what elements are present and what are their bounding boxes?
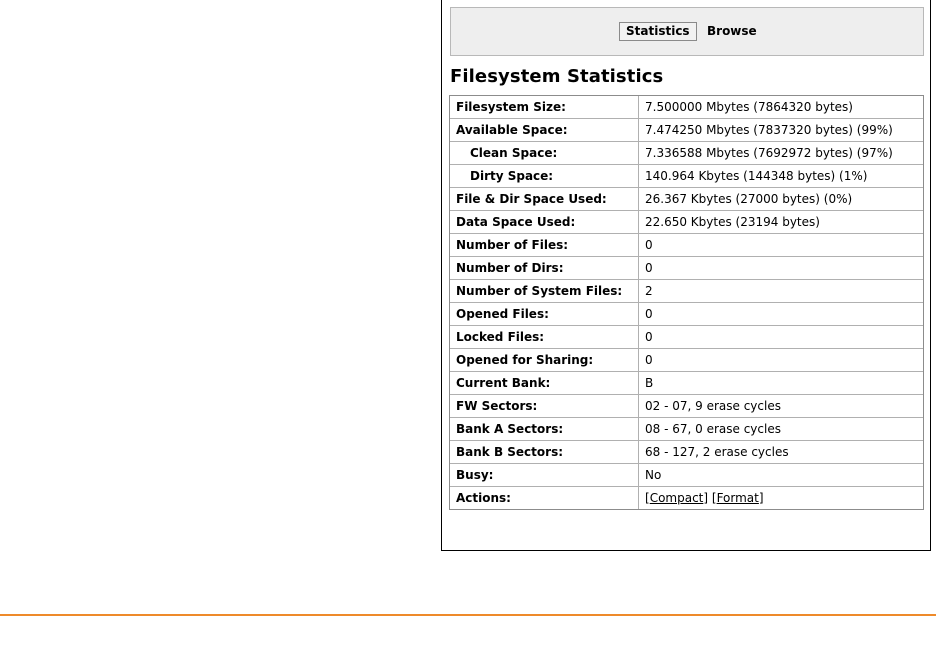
nav-toolbar	[450, 7, 924, 56]
bracket-open: [	[711, 491, 717, 505]
stat-value: 0	[639, 326, 923, 349]
stats-table	[449, 95, 924, 510]
stat-value: 08 - 67, 0 erase cycles	[639, 418, 923, 441]
compact-link[interactable]: Compact	[649, 491, 704, 505]
format-link[interactable]: Format	[716, 491, 759, 505]
table-row	[450, 211, 923, 234]
bracket-close: ]	[703, 491, 709, 505]
filesystem-panel	[441, 0, 931, 551]
stat-label: Dirty Space:	[450, 165, 639, 188]
stat-value: 2	[639, 280, 923, 303]
stats-table-body	[450, 96, 923, 509]
table-row	[450, 349, 923, 372]
page-title: Filesystem Statistics	[450, 66, 664, 87]
stat-value: 7.500000 Mbytes (7864320 bytes)	[639, 96, 923, 119]
stat-label: Actions:	[450, 487, 639, 509]
table-row-actions	[450, 487, 923, 509]
bracket-close: ]	[758, 491, 764, 505]
stat-label: Current Bank:	[450, 372, 639, 395]
stat-value: 140.964 Kbytes (144348 bytes) (1%)	[639, 165, 923, 188]
stat-value: 02 - 07, 9 erase cycles	[639, 395, 923, 418]
table-row	[450, 326, 923, 349]
table-row	[450, 96, 923, 119]
stat-label: Busy:	[450, 464, 639, 487]
tab-browse[interactable]: Browse	[707, 24, 757, 38]
table-row	[450, 441, 923, 464]
table-row	[450, 395, 923, 418]
stat-label: Available Space:	[450, 119, 639, 142]
stat-value: 0	[639, 349, 923, 372]
table-row	[450, 165, 923, 188]
stat-label: Bank A Sectors:	[450, 418, 639, 441]
stat-label: Opened for Sharing:	[450, 349, 639, 372]
stat-value: 26.367 Kbytes (27000 bytes) (0%)	[639, 188, 923, 211]
table-row	[450, 257, 923, 280]
stat-label: Locked Files:	[450, 326, 639, 349]
table-row	[450, 188, 923, 211]
stat-value: 0	[639, 234, 923, 257]
table-row	[450, 280, 923, 303]
stat-label: Number of Dirs:	[450, 257, 639, 280]
table-row	[450, 234, 923, 257]
stat-label: File & Dir Space Used:	[450, 188, 639, 211]
stat-label: Bank B Sectors:	[450, 441, 639, 464]
stat-value: 0	[639, 303, 923, 326]
stat-value: 68 - 127, 2 erase cycles	[639, 441, 923, 464]
stat-value: 7.336588 Mbytes (7692972 bytes) (97%)	[639, 142, 923, 165]
table-row	[450, 418, 923, 441]
stat-label: Number of Files:	[450, 234, 639, 257]
stat-label: FW Sectors:	[450, 395, 639, 418]
bracket-open: [	[645, 491, 650, 505]
table-row	[450, 372, 923, 395]
stat-value: B	[639, 372, 923, 395]
stat-label: Opened Files:	[450, 303, 639, 326]
stat-value: 7.474250 Mbytes (7837320 bytes) (99%)	[639, 119, 923, 142]
table-row	[450, 464, 923, 487]
stat-label: Number of System Files:	[450, 280, 639, 303]
footer-divider	[0, 614, 936, 616]
stat-label: Filesystem Size:	[450, 96, 639, 119]
stat-value: No	[639, 464, 923, 487]
table-row	[450, 119, 923, 142]
stat-label: Clean Space:	[450, 142, 639, 165]
stat-label: Data Space Used:	[450, 211, 639, 234]
table-row	[450, 303, 923, 326]
table-row	[450, 142, 923, 165]
stat-value: 22.650 Kbytes (23194 bytes)	[639, 211, 923, 234]
tab-statistics[interactable]: Statistics	[619, 22, 697, 41]
actions-cell	[639, 487, 923, 509]
stat-value: 0	[639, 257, 923, 280]
